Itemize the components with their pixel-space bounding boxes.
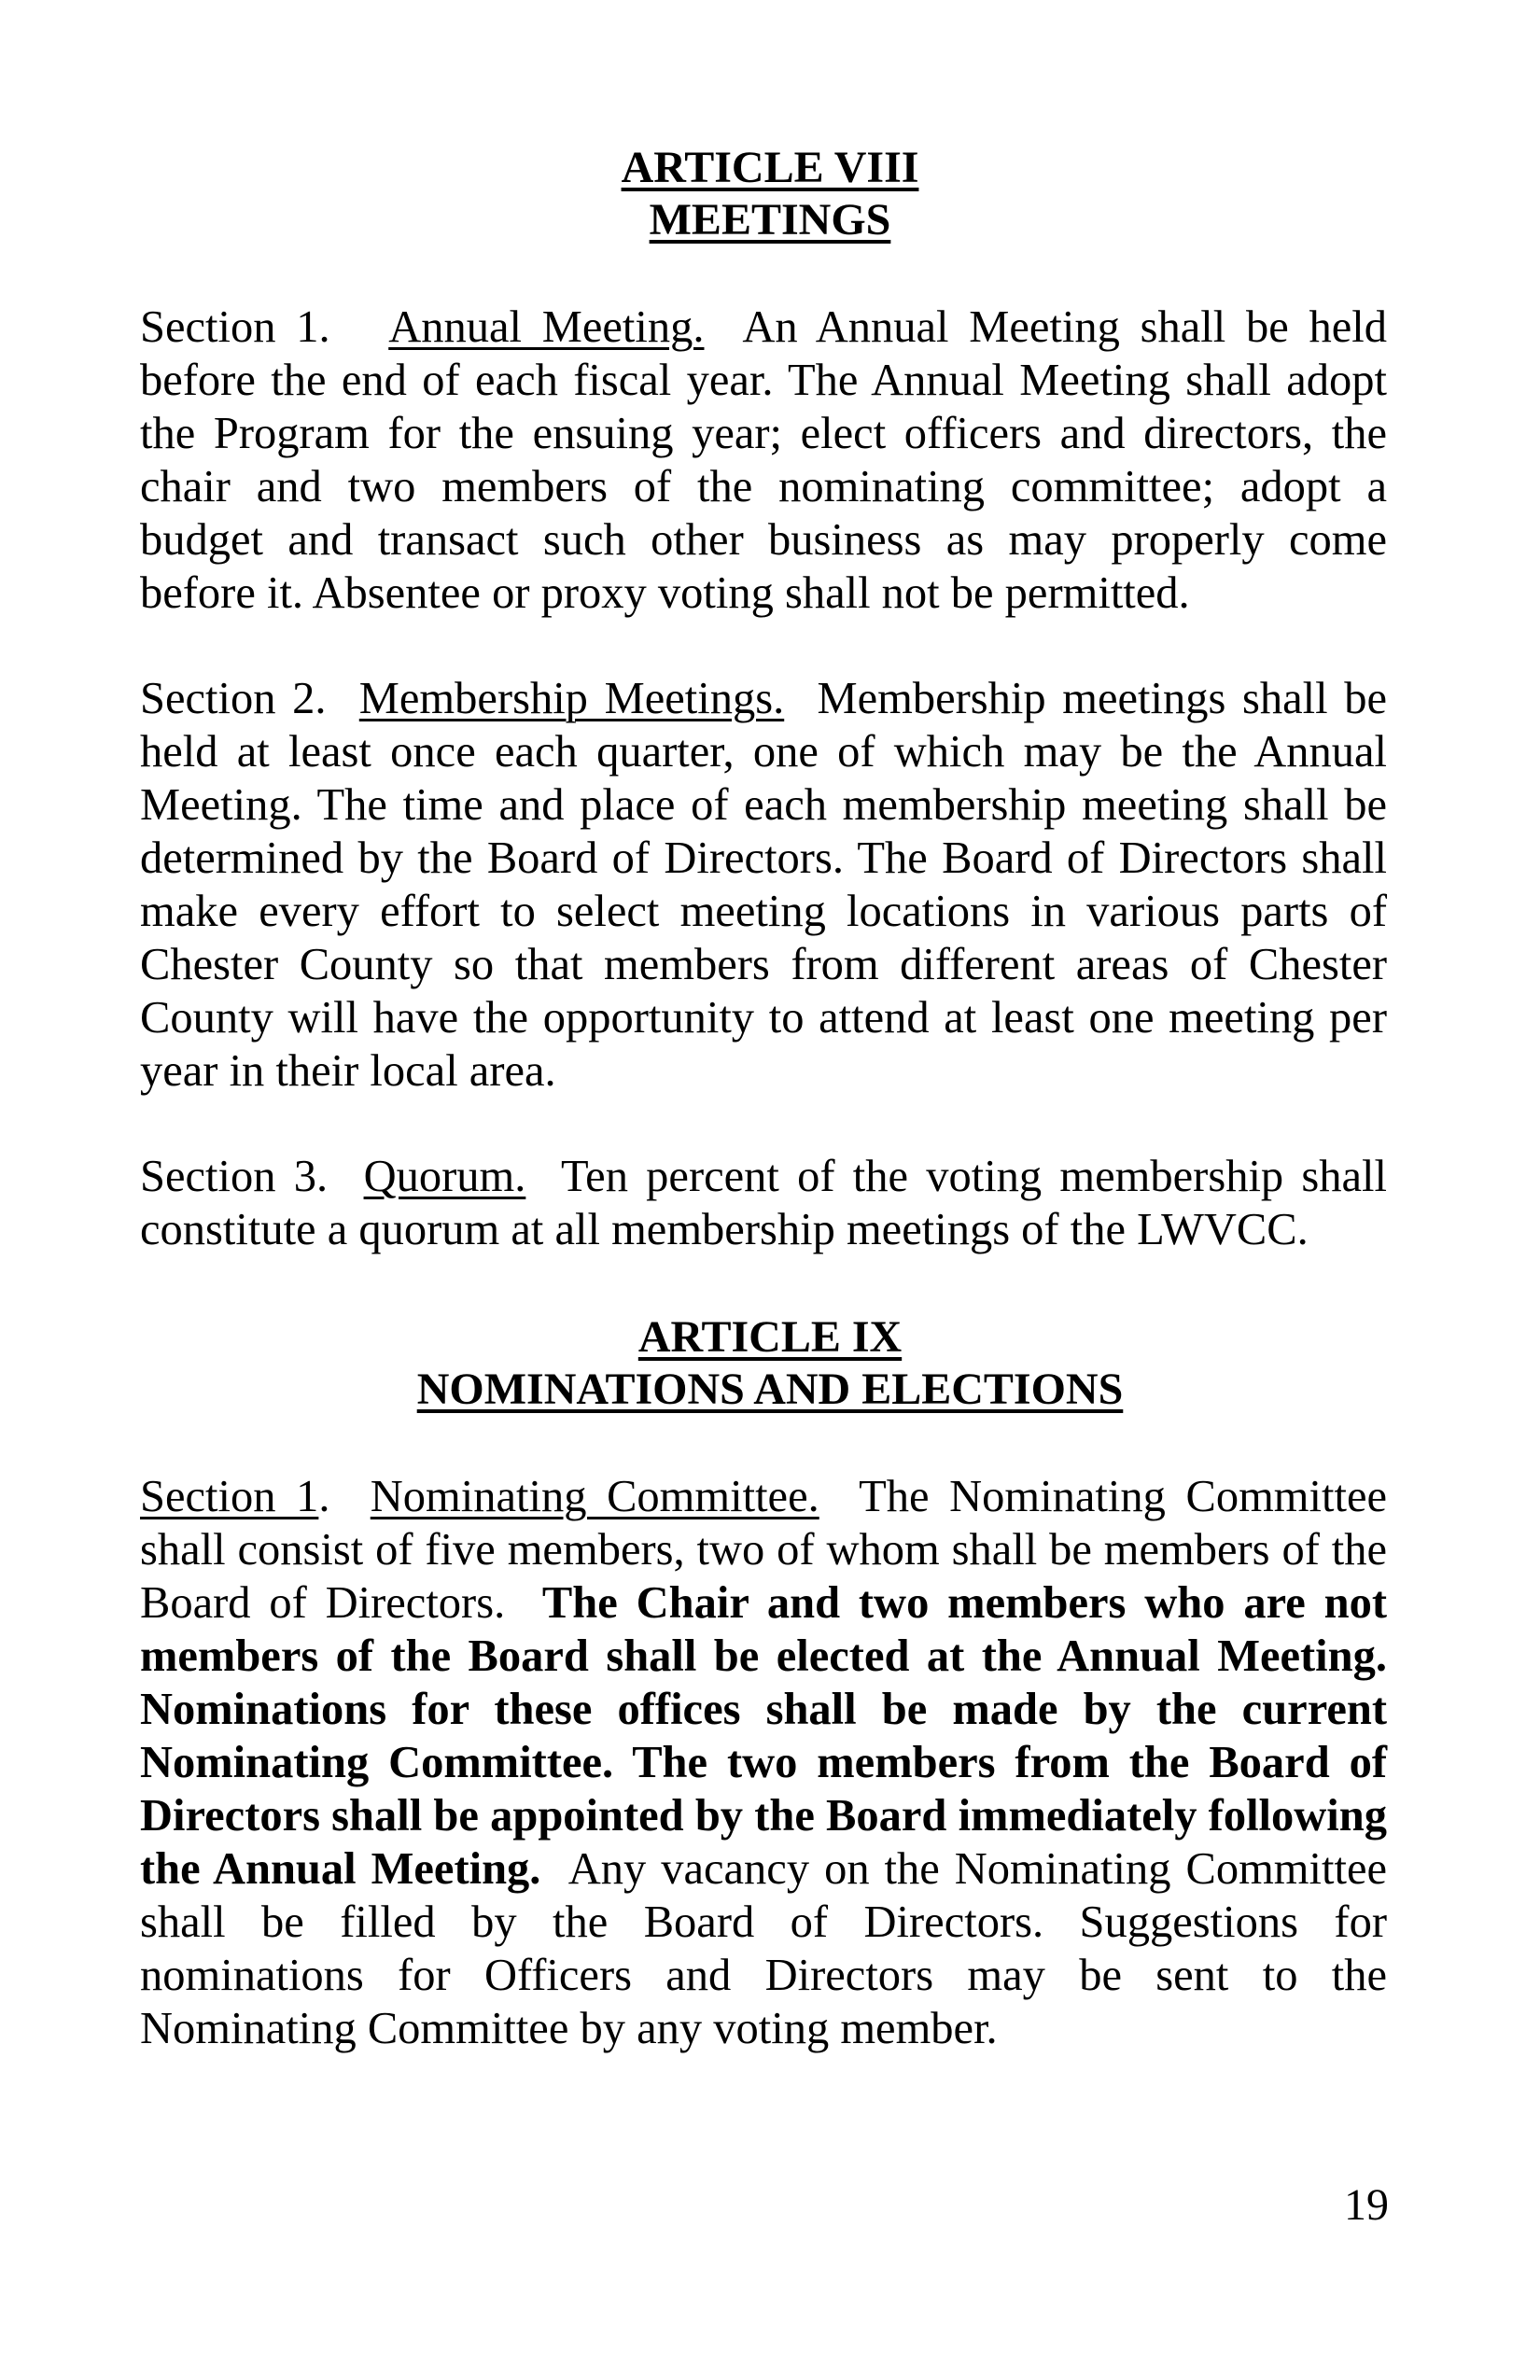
article-ix-heading — [0, 1311, 1540, 1416]
article-ix-subtitle: NOMINATIONS AND ELECTIONS — [416, 1365, 1124, 1414]
section-label-suffix: . — [318, 1472, 330, 1521]
section-label: Section 3. — [140, 1152, 329, 1201]
article-viii-section-1 — [140, 301, 1387, 620]
section-label: Section 2. — [140, 674, 327, 723]
article-ix-title: ARTICLE IX — [637, 1312, 903, 1362]
article-ix-section-1 — [140, 1470, 1387, 2055]
section-heading: Membership Meetings. — [358, 674, 785, 723]
article-viii-subtitle: MEETINGS — [649, 195, 891, 245]
section-label: Section 1 — [140, 1472, 319, 1521]
section-heading: Quorum. — [363, 1152, 526, 1201]
section-heading: Nominating Committee. — [370, 1472, 819, 1521]
section-body: Membership meetings shall be held at least once each quarter, one of which may be the Annual Meeting. The time and place of each membership meeting shall be determined by the Board of Directors. The Board of Directors shall make every effort to select meeting locations in various parts of Chester County so that members from different areas of Chester County will have the opportunity to attend at least one meeting per year in their local area. — [140, 674, 1388, 1096]
section-body-outro: Any vacancy on the Nominating Committee shall be filled by the Board of Directors. Suggestions for nominations for Officers and Directors may be sent to the Nominating Committee by any voting member. — [140, 1844, 1387, 2053]
article-viii-section-2 — [140, 672, 1387, 1098]
article-viii-heading — [0, 142, 1540, 246]
section-label: Section 1. — [140, 302, 330, 352]
section-body: An Annual Meeting shall be held before the end of each fiscal year. The Annual Meeting shall adopt the Program for the ensuing year; elect officers and directors, the chair and two members of the nominating committee; adopt a budget and transact such other business as may properly come before it. Absentee or proxy voting shall not be permitted. — [140, 302, 1388, 618]
page-number: 19 — [1344, 2180, 1389, 2230]
section-body-intro: The Nominating Committee shall consist of five members, two of whom shall be members of the Board of Directors. — [140, 1472, 1388, 1628]
section-heading: Annual Meeting. — [388, 302, 705, 352]
section-body: Ten percent of the voting membership shall constitute a quorum at all membership meetings of the LWVCC. — [140, 1152, 1388, 1254]
section-body-bold: The Chair and two members who are not members of the Board shall be elected at the Annual Meeting. Nominations for these offices shall be made by the current Nominating Committee. The two members from the Board of Directors shall be appointed by the Board immediately following the Annual Meeting. — [140, 1578, 1388, 1894]
article-viii-title: ARTICLE VIII — [621, 143, 919, 192]
article-viii-section-3 — [140, 1150, 1387, 1256]
